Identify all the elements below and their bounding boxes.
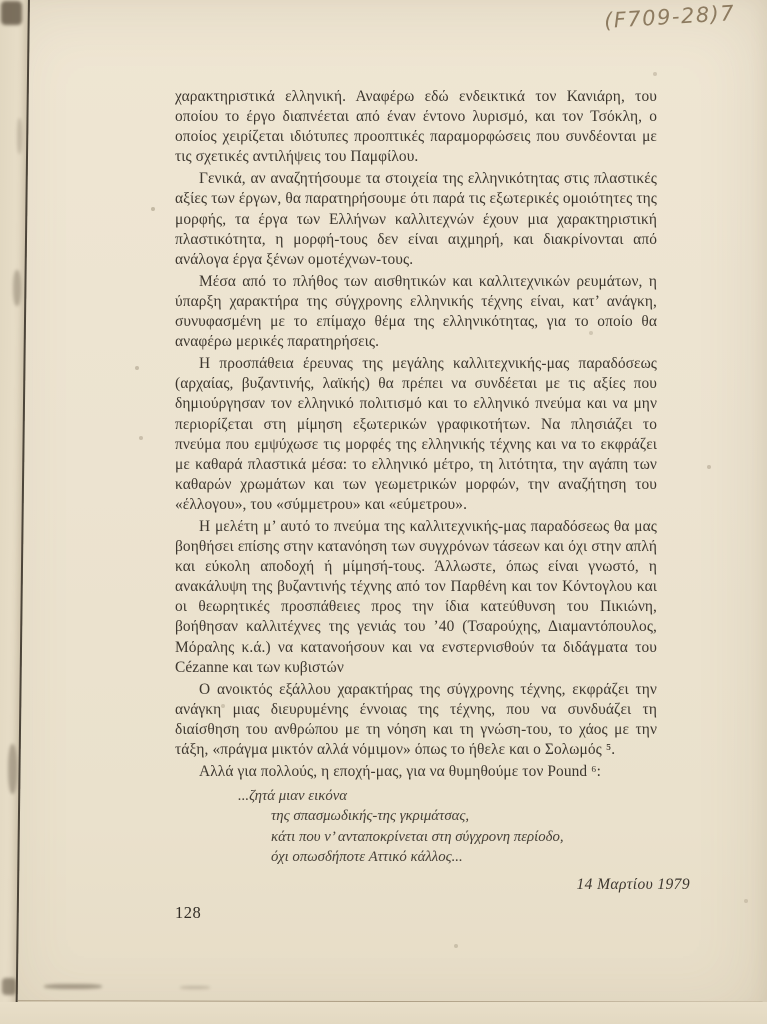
scan-smudge: [8, 744, 17, 794]
poem-line: όχι οπωσδήποτε Αττικό κάλλος...: [271, 849, 463, 866]
body-text: [175, 87, 657, 784]
page-number: 128: [175, 903, 202, 922]
handwritten-annotation: (F709-28)7: [603, 0, 736, 33]
paper-speckles: [0, 0, 2, 2]
scan-smudge: [17, 118, 22, 154]
paragraph: Μέσα από το πλήθος των αισθητικών και καλλιτεχνικών ρευμάτων, η ύπαρξη χαρακτήρα της σύγχρονης ελληνικής τέχνης είναι, κατ’ ανάγκη, συνυφασμένη με το επίμαχο θέμα της ελληνικότητας, για το οποίο θα αναφέρω μερικές παρατηρήσεις.: [175, 272, 657, 351]
poem-line: της σπασμωδικής-της γκριμάτσας,: [271, 808, 470, 825]
paragraph: Η προσπάθεια έρευνας της μεγάλης καλλιτεχνικής-μας παραδόσεως (αρχαίας, βυζαντινής, λαϊκής) θα πρέπει να συνδέεται με τις αξίες που δημιούργησαν τον ελληνικό πολιτισμό και το ελληνικό πνεύμα και να μην περιορίζεται στη μίμηση εξωτερικών γραφικοτήτων. Να πλησιάζει το πνεύμα που εμψύχωσε τις μορφές της ελληνικής τέχνης και να το εκφράζει με καθαρά πλαστικά μέσα: το ελληνικό μέτρο, τη λιτότητα, την αγάπη των καθαρών χρωμάτων και των γεωμετρικών μορφών, την αναζήτηση του «έλλογου», του «σύμμετρου» και «εύμετρου».: [175, 355, 657, 513]
paragraph: Γενικά, αν αναζητήσουμε τα στοιχεία της ελληνικότητας στις πλαστικές αξίες των έργων, θα παρατηρήσουμε ότι παρά τις εξωτερικές ομοιότητες της μορφής, τα έργα των Ελλήνων καλλιτεχνών έχουν μια χαρακτηριστική πλαστικότητα, η μορφή-τους δεν είναι αιχμηρή, και διακρίνονται από ανάλογα έργα ξένων ομοτέχνων-τους.: [175, 170, 657, 268]
scan-smudge: [13, 270, 21, 306]
paragraph: Η μελέτη μ’ αυτό το πνεύμα της καλλιτεχνικής-μας παραδόσεως θα μας βοηθήσει επίσης στην κατανόηση των συγχρόνων τάσεων και όχι στην απλή και εύκολη αποδοχή ή μίμησή-τους. Άλλωστε, όπως είναι γνωστό, η ανακάλυψη της βυζαντινής τέχνης από τον Παρθένη και τον Κόντογλου και οι θεωρητικές προσπάθειες προς την ίδια κατεύθυνση του Πικιώνη, βοήθησαν καλλιτέχνες της γενιάς του ’40 (Τσαρούχης, Διαμαντόπουλος, Μόραλης κ.ά.) να κατανοήσουν και να ενστερνισθούν τα διδάγματα του Cézanne και των κυβιστών: [175, 517, 657, 676]
paragraph: Αλλά για πολλούς, η εποχή-μας, για να θυμηθούμε τον Pound ⁶:: [199, 763, 602, 781]
scan-smudge-bottom-left: [2, 978, 16, 995]
paragraph: χαρακτηριστικά ελληνική. Αναφέρω εδώ ενδεικτικά τον Κανιάρη, του οποίου το έργο διαπνέεται από έναν έντονο λυρισμό, και τον Τσόκλη, ο οποίος χειρίζεται ιδιότυπες προοπτικές παραμορφώσεις που συνδέονται με τις σχετικές αντιλήψεις του Παμφίλου.: [175, 88, 657, 166]
scan-smudge-dash: [180, 986, 210, 989]
poem-quote: [238, 786, 658, 868]
paragraph: Ο ανοικτός εξάλλου χαρακτήρας της σύγχρονης τέχνης, εκφράζει την ανάγκη μιας διευρυμένης έννοιας της τέχνης, που να συνδυάζει τη διαίσθηση του ανθρώπου με τη νόηση και τη γνώση-του, το χάος με την τάξη, «πράγμα μικτόν αλλά νόμιμον» όπως το ήθελε και ο Σολωμός ⁵.: [175, 680, 657, 758]
date-line: 14 Μαρτίου 1979: [576, 876, 690, 893]
poem-line: κάτι που ν’ ανταποκρίνεται στη σύγχρονη περίοδο,: [271, 828, 564, 845]
scan-smudge-top-left: [1, 1, 22, 25]
poem-line: ...ζητά μιαν εικόνα: [238, 788, 348, 804]
scan-smudge-dash: [44, 984, 102, 989]
backing-sheet-bottom: [0, 1002, 767, 1024]
